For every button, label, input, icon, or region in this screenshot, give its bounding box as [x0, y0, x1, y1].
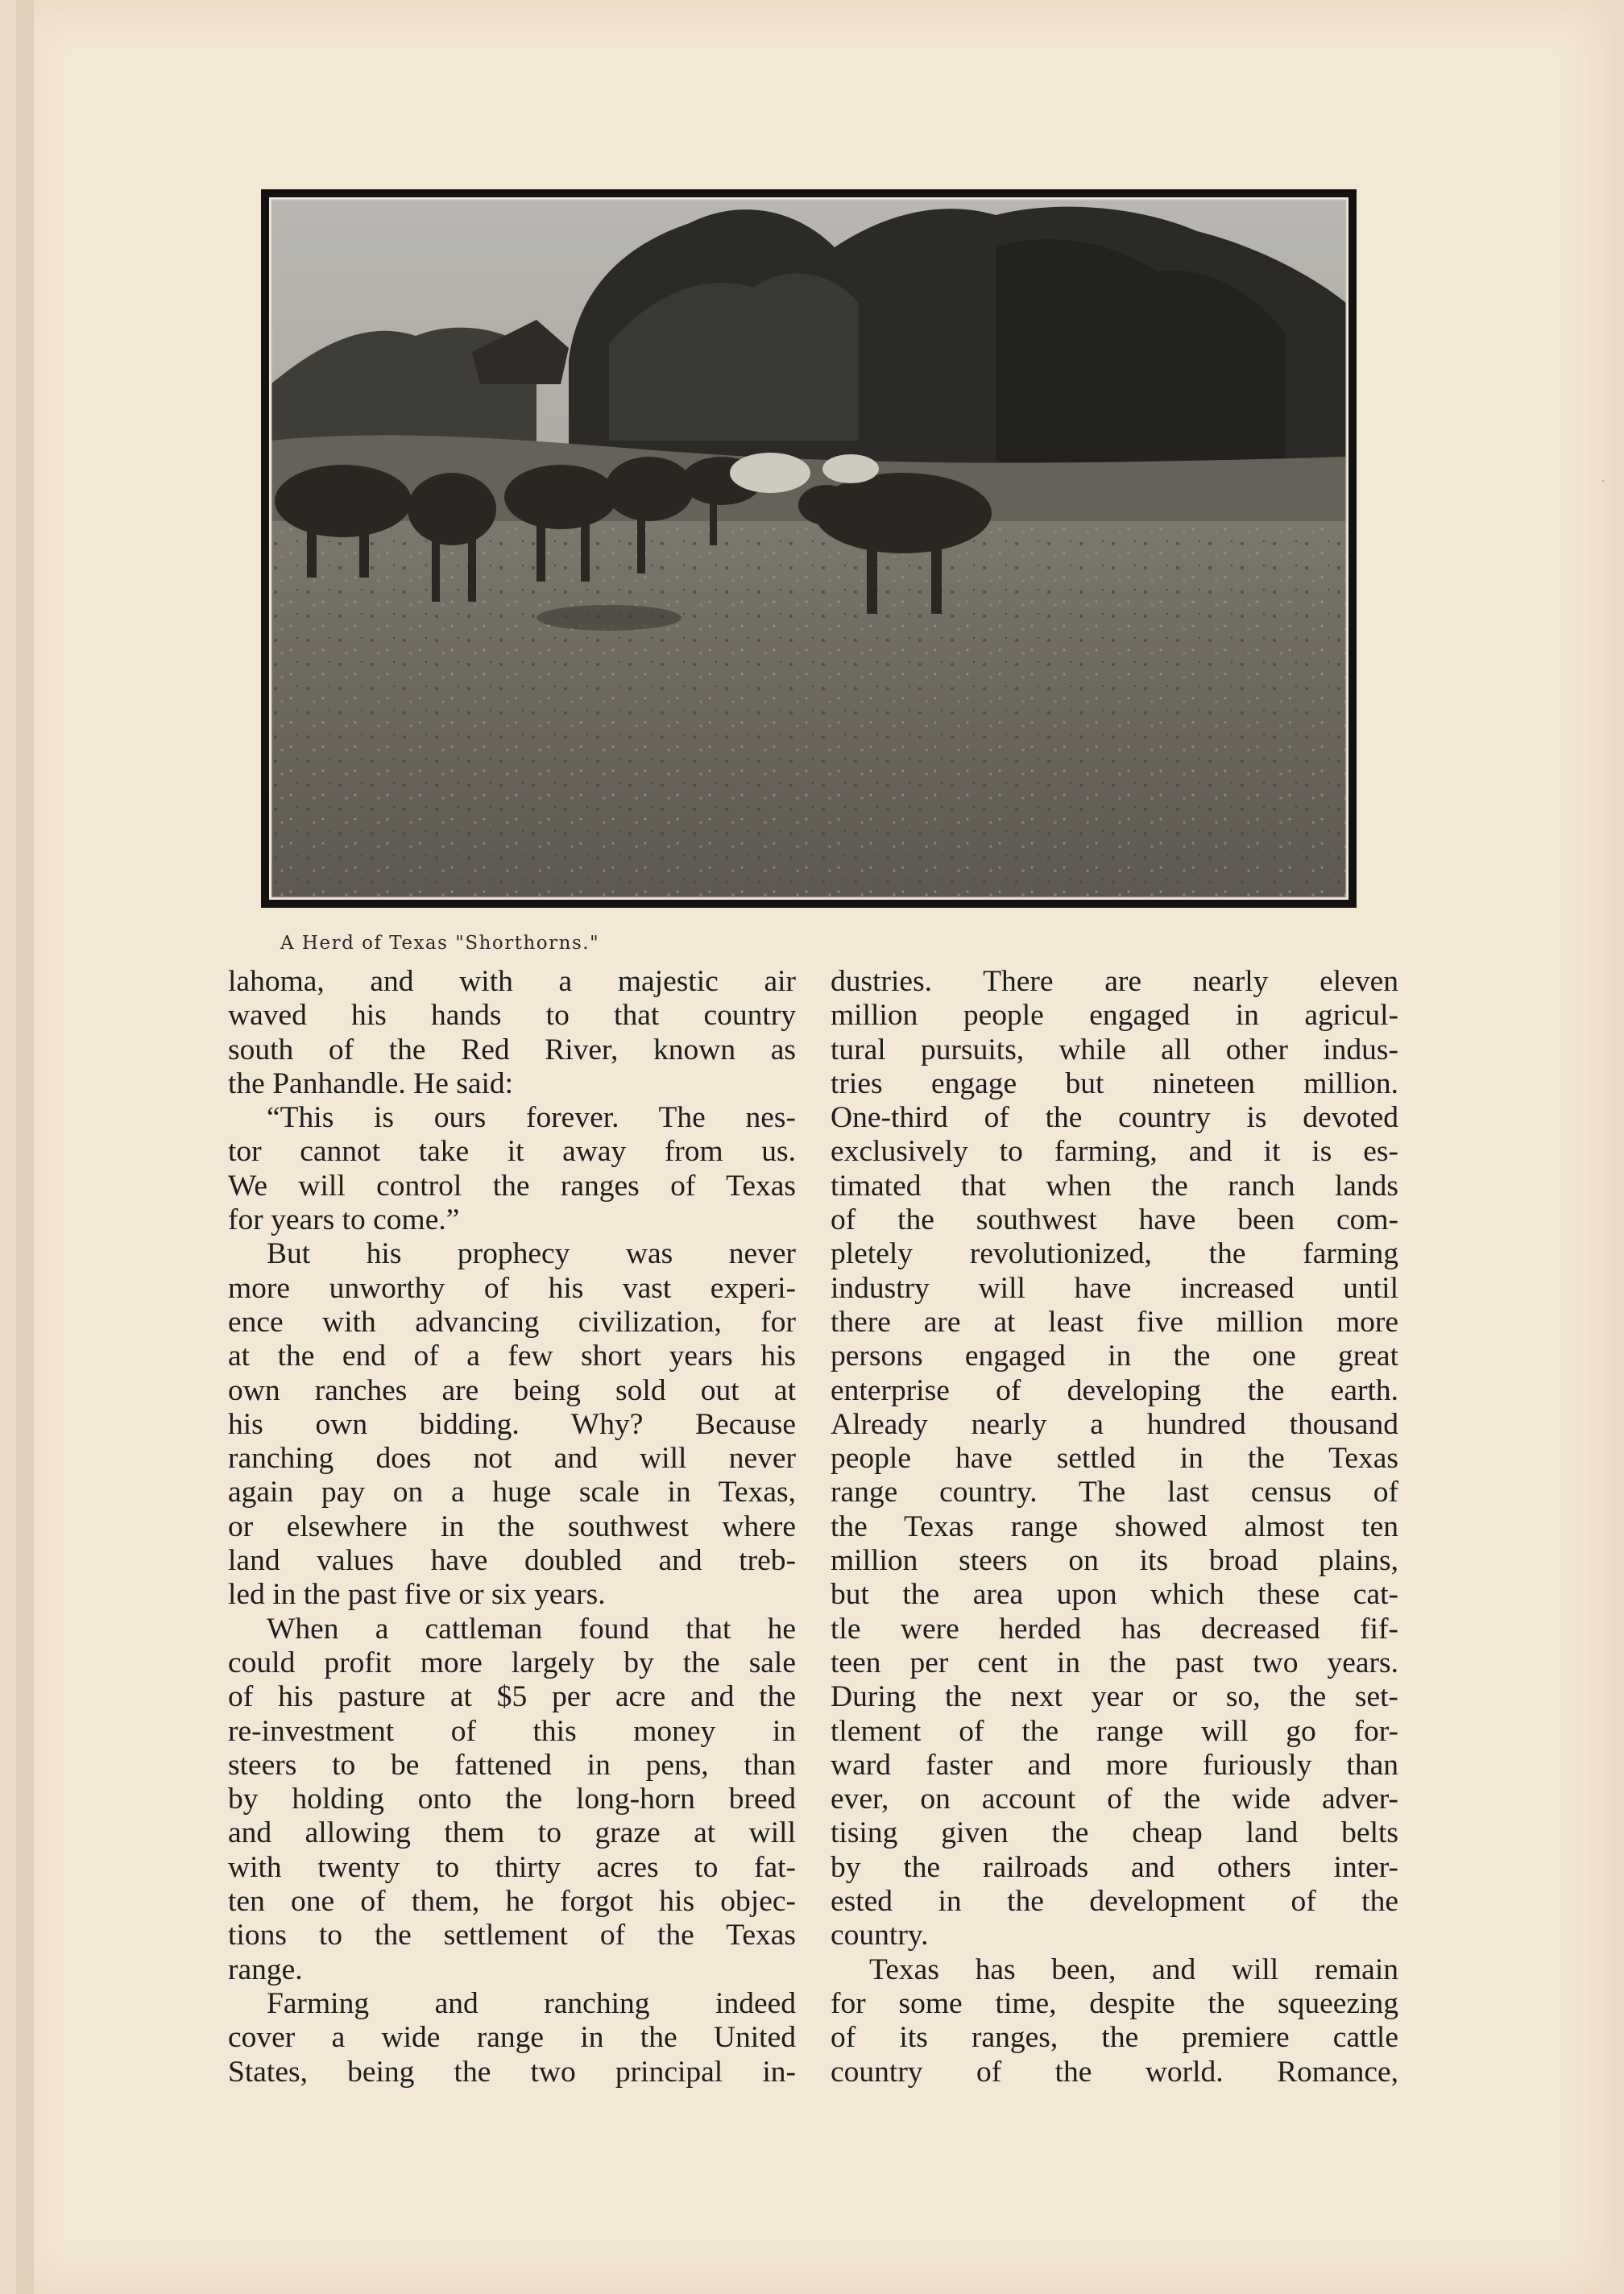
- text-line: land values have doubled and treb-: [228, 1544, 796, 1578]
- text-line: lahoma, and with a majestic air: [228, 965, 796, 998]
- text-line: for years to come.”: [228, 1203, 460, 1237]
- text-line: ever, on account of the wide adver-: [831, 1783, 1398, 1816]
- text-line: for some time, despite the squeezing: [831, 1986, 1398, 2020]
- text-line: During the next year or so, the set-: [831, 1680, 1398, 1714]
- text-line: country.: [831, 1919, 929, 1952]
- text-line: tle were herded has decreased fif-: [831, 1612, 1398, 1646]
- text-line: could profit more largely by the sale: [228, 1646, 796, 1679]
- text-line: “This is ours forever. The nes-: [267, 1101, 796, 1135]
- text-line: there are at least five million more: [831, 1305, 1398, 1339]
- text-line: of the southwest have been com-: [831, 1203, 1398, 1237]
- text-line: but the area upon which these cat-: [831, 1578, 1398, 1612]
- text-line: pletely revolutionized, the farming: [831, 1237, 1398, 1271]
- text-line: at the end of a few short years his: [228, 1340, 796, 1373]
- text-line: the Texas range showed almost ten: [831, 1509, 1398, 1543]
- text-line: ward faster and more furiously than: [831, 1748, 1398, 1782]
- text-line: country of the world. Romance,: [831, 2055, 1398, 2089]
- text-line: range country. The last census of: [831, 1476, 1398, 1509]
- cattle-herd-image: [271, 199, 1347, 898]
- text-line: his own bidding. Why? Because: [228, 1407, 796, 1441]
- text-line: We will control the ranges of Texas: [228, 1169, 796, 1203]
- text-line: own ranches are being sold out at: [228, 1373, 796, 1407]
- page-edge: [16, 0, 34, 2294]
- text-line: ence with advancing civilization, for: [228, 1305, 796, 1339]
- right-text-column: [831, 965, 1398, 2089]
- text-line: million steers on its broad plains,: [831, 1544, 1398, 1578]
- text-line: by the railroads and others inter-: [831, 1850, 1398, 1884]
- text-line: led in the past five or six years.: [228, 1578, 606, 1612]
- text-line: But his prophecy was never: [267, 1237, 796, 1271]
- text-line: ested in the development of the: [831, 1885, 1398, 1919]
- text-line: tries engage but nineteen million.: [831, 1066, 1398, 1100]
- text-line: and allowing them to graze at will: [228, 1816, 796, 1850]
- text-line: people have settled in the Texas: [831, 1442, 1398, 1476]
- photo-frame: [261, 189, 1357, 908]
- text-line: with twenty to thirty acres to fat-: [228, 1850, 796, 1884]
- text-line: States, being the two principal in-: [228, 2055, 796, 2089]
- text-line: teen per cent in the past two years.: [831, 1646, 1398, 1679]
- herd-photo: [269, 197, 1348, 900]
- left-text-column: [228, 965, 796, 2089]
- text-line: again pay on a huge scale in Texas,: [228, 1476, 796, 1509]
- text-line: industry will have increased until: [831, 1271, 1398, 1305]
- text-line: Texas has been, and will remain: [869, 1952, 1398, 1986]
- text-line: range.: [228, 1952, 303, 1986]
- text-line: tlement of the range will go for-: [831, 1714, 1398, 1748]
- photo-caption: A Herd of Texas "Shorthorns.": [280, 933, 600, 954]
- text-line: dustries. There are nearly eleven: [831, 965, 1398, 998]
- text-line: tions to the settlement of the Texas: [228, 1919, 796, 1952]
- text-line: south of the Red River, known as: [228, 1033, 796, 1066]
- text-line: tising given the cheap land belts: [831, 1816, 1398, 1850]
- text-line: re-investment of this money in: [228, 1714, 796, 1748]
- text-line: waved his hands to that country: [228, 999, 796, 1033]
- page-paper: [16, 0, 1611, 2294]
- text-line: tural pursuits, while all other indus-: [831, 1033, 1398, 1066]
- text-line: exclusively to farming, and it is es-: [831, 1135, 1398, 1169]
- text-line: tor cannot take it away from us.: [228, 1135, 796, 1169]
- text-line: One-third of the country is devoted: [831, 1101, 1398, 1135]
- text-line: by holding onto the long-horn breed: [228, 1783, 796, 1816]
- text-line: ranching does not and will never: [228, 1442, 796, 1476]
- text-line: Farming and ranching indeed: [267, 1986, 796, 2020]
- text-line: timated that when the ranch lands: [831, 1169, 1398, 1203]
- text-line: ten one of them, he forgot his objec-: [228, 1885, 796, 1919]
- text-line: When a cattleman found that he: [267, 1612, 796, 1646]
- text-line: cover a wide range in the United: [228, 2021, 796, 2055]
- page-speck: ·: [1601, 475, 1605, 488]
- text-line: the Panhandle. He said:: [228, 1066, 514, 1100]
- text-line: of its ranges, the premiere cattle: [831, 2021, 1398, 2055]
- text-line: persons engaged in the one great: [831, 1340, 1398, 1373]
- text-line: or elsewhere in the southwest where: [228, 1509, 796, 1543]
- text-line: of his pasture at $5 per acre and the: [228, 1680, 796, 1714]
- text-line: more unworthy of his vast experi-: [228, 1271, 796, 1305]
- text-line: enterprise of developing the earth.: [831, 1373, 1398, 1407]
- text-line: Already nearly a hundred thousand: [831, 1407, 1398, 1441]
- text-line: million people engaged in agricul-: [831, 999, 1398, 1033]
- text-line: steers to be fattened in pens, than: [228, 1748, 796, 1782]
